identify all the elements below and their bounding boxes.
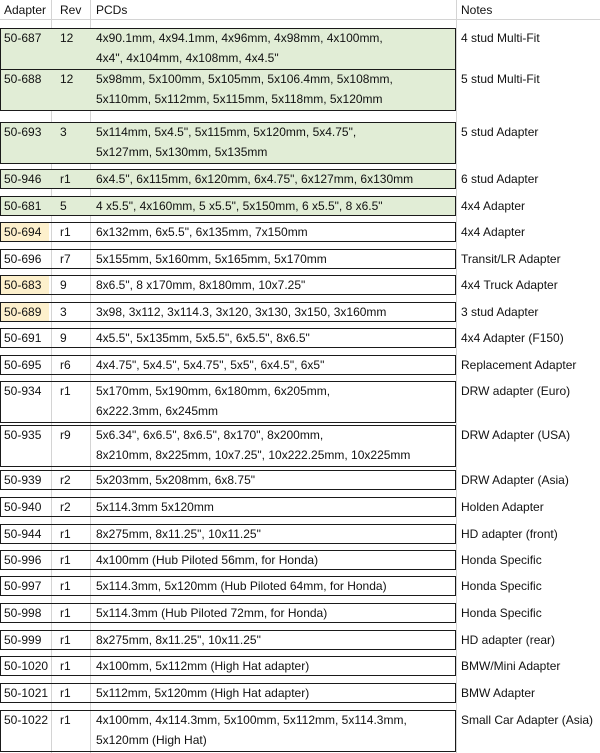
adapter-cell: 50-998 <box>4 606 42 620</box>
rev-cell: 12 <box>60 31 74 45</box>
table-row[interactable] <box>0 196 600 216</box>
rev-cell: r1 <box>60 384 71 398</box>
notes-cell: 6 stud Adapter <box>461 172 539 186</box>
rev-cell: r1 <box>60 633 71 647</box>
notes-cell: DRW adapter (Euro) <box>461 384 571 398</box>
rev-cell: r1 <box>60 713 71 727</box>
adapter-cell: 50-683 <box>4 278 42 292</box>
rev-cell: r1 <box>60 606 71 620</box>
pcd-cell-line1: 3x98, 3x112, 3x114.3, 3x120, 3x130, 3x150, 3x160mm <box>96 305 387 319</box>
pcd-cell-line1: 5x114.3mm (Hub Piloted 72mm, for Honda) <box>96 606 328 620</box>
rev-cell: r1 <box>60 527 71 541</box>
pcd-cell-line1: 5x155mm, 5x160mm, 5x165mm, 5x170mm <box>96 252 327 266</box>
adapter-cell: 50-694 <box>4 225 42 239</box>
table-row[interactable] <box>0 69 600 111</box>
pcd-cell-line1: 5x6.34", 6x6.5", 8x6.5", 8x170", 8x200mm, <box>96 428 324 442</box>
pcd-cell-line1: 4x5.5", 5x135mm, 5x5.5", 6x5.5", 8x6.5" <box>96 331 310 345</box>
rev-cell: r7 <box>60 252 71 266</box>
table-row[interactable] <box>0 470 600 490</box>
rev-cell: 12 <box>60 72 74 86</box>
rev-cell: 5 <box>60 199 67 213</box>
rev-cell: 3 <box>60 125 67 139</box>
rev-cell: r1 <box>60 659 71 673</box>
pcd-cell-line1: 4x100mm (Hub Piloted 56mm, for Honda) <box>96 553 319 567</box>
notes-cell: Honda Specific <box>461 579 542 593</box>
table-row[interactable] <box>0 381 600 423</box>
pcd-cell-line1: 5x98mm, 5x100mm, 5x105mm, 5x106.4mm, 5x108mm, <box>96 72 393 86</box>
pcd-cell-line2: 6x222.3mm, 6x245mm <box>96 404 219 418</box>
table-row[interactable] <box>0 425 600 467</box>
notes-cell: Honda Specific <box>461 553 542 567</box>
notes-cell: HD adapter (rear) <box>461 633 556 647</box>
adapter-cell: 50-693 <box>4 125 42 139</box>
table-row[interactable] <box>0 683 600 703</box>
adapter-cell: 50-689 <box>4 305 42 319</box>
adapter-cell: 50-935 <box>4 428 42 442</box>
table-row[interactable] <box>0 710 600 752</box>
notes-cell: BMW Adapter <box>461 686 536 700</box>
adapter-cell: 50-944 <box>4 527 42 541</box>
pcd-cell-line1: 5x203mm, 5x208mm, 6x8.75" <box>96 473 255 487</box>
rev-cell: r9 <box>60 428 71 442</box>
rev-cell: 3 <box>60 305 67 319</box>
adapter-cell: 50-999 <box>4 633 42 647</box>
rev-cell: 9 <box>60 278 67 292</box>
table-row[interactable] <box>0 222 600 242</box>
table-row[interactable] <box>0 630 600 650</box>
table-row[interactable] <box>0 550 600 570</box>
pcd-cell-line2: 5x127mm, 5x130mm, 5x135mm <box>96 145 268 159</box>
rev-cell: r1 <box>60 686 71 700</box>
header-adapter: Adapter <box>4 3 47 17</box>
pcd-cell-line2: 5x120mm (High Hat) <box>96 733 207 747</box>
table-row[interactable] <box>0 656 600 676</box>
adapter-cell: 50-695 <box>4 358 42 372</box>
pcd-cell-line2: 8x210mm, 8x225mm, 10x7.25", 10x222.25mm, 10x225mm <box>96 448 411 462</box>
notes-cell: 4x4 Adapter <box>461 199 526 213</box>
table-row[interactable] <box>0 302 600 322</box>
notes-cell: BMW/Mini Adapter <box>461 659 561 673</box>
header-pcds: PCDs <box>96 3 128 17</box>
rev-cell: 9 <box>60 331 67 345</box>
pcd-cell-line1: 8x6.5", 8 x170mm, 8x180mm, 10x7.25" <box>96 278 306 292</box>
notes-cell: Replacement Adapter <box>461 358 577 372</box>
table-row[interactable] <box>0 169 600 189</box>
adapter-cell: 50-940 <box>4 500 42 514</box>
pcd-cell-line1: 6x4.5", 6x115mm, 6x120mm, 6x4.75", 6x127mm, 6x130mm <box>96 172 414 186</box>
adapter-cell: 50-687 <box>4 31 42 45</box>
pcd-cell-line1: 5x114mm, 5x4.5", 5x115mm, 5x120mm, 5x4.75", <box>96 125 357 139</box>
adapter-cell: 50-691 <box>4 331 42 345</box>
notes-cell: 4x4 Truck Adapter <box>461 278 558 292</box>
rev-cell: r2 <box>60 473 71 487</box>
adapter-cell: 50-681 <box>4 199 42 213</box>
pcd-cell-line1: 8x275mm, 8x11.25", 10x11.25" <box>96 527 261 541</box>
adapter-cell: 50-996 <box>4 553 42 567</box>
table-row[interactable] <box>0 355 600 375</box>
table-row[interactable] <box>0 28 600 70</box>
header-rev: Rev <box>60 3 82 17</box>
rev-cell: r1 <box>60 553 71 567</box>
table-row[interactable] <box>0 249 600 269</box>
table-row[interactable] <box>0 603 600 623</box>
pcd-cell-line1: 8x275mm, 8x11.25", 10x11.25" <box>96 633 261 647</box>
pcd-cell-line1: 5x112mm, 5x120mm (High Hat adapter) <box>96 686 310 700</box>
pcd-cell-line1: 4 x5.5", 4x160mm, 5 x5.5", 5x150mm, 6 x5.5", 8 x6.5" <box>96 199 383 213</box>
table-row[interactable] <box>0 328 600 348</box>
adapter-cell: 50-946 <box>4 172 42 186</box>
notes-cell: 5 stud Adapter <box>461 125 539 139</box>
pcd-cell-line1: 5x170mm, 5x190mm, 6x180mm, 6x205mm, <box>96 384 331 398</box>
pcd-cell-line2: 5x110mm, 5x112mm, 5x115mm, 5x118mm, 5x120mm <box>96 92 383 106</box>
pcd-cell-line1: 4x100mm, 4x114.3mm, 5x100mm, 5x112mm, 5x114.3mm, <box>96 713 407 727</box>
adapter-cell: 50-997 <box>4 579 42 593</box>
rev-cell: r1 <box>60 579 71 593</box>
table-row[interactable] <box>0 524 600 544</box>
rev-cell: r1 <box>60 172 71 186</box>
rev-cell: r2 <box>60 500 71 514</box>
table-row[interactable] <box>0 275 600 295</box>
pcd-cell-line1: 4x90.1mm, 4x94.1mm, 4x96mm, 4x98mm, 4x100mm, <box>96 31 383 45</box>
notes-cell: Transit/LR Adapter <box>461 252 561 266</box>
pcd-cell-line1: 6x132mm, 6x5.5", 6x135mm, 7x150mm <box>96 225 308 239</box>
adapter-cell: 50-688 <box>4 72 42 86</box>
adapter-cell: 50-1022 <box>4 713 49 727</box>
notes-cell: 5 stud Multi-Fit <box>461 72 540 86</box>
adapter-cell: 50-696 <box>4 252 42 266</box>
pcd-cell-line1: 5x114.3mm 5x120mm <box>96 500 214 514</box>
rev-cell: r1 <box>60 225 71 239</box>
adapter-cell: 50-934 <box>4 384 42 398</box>
notes-cell: Honda Specific <box>461 606 542 620</box>
adapter-cell: 50-1021 <box>4 686 49 700</box>
notes-cell: 3 stud Adapter <box>461 305 539 319</box>
header-notes: Notes <box>461 3 493 17</box>
notes-cell: Small Car Adapter (Asia) <box>461 713 594 727</box>
adapter-cell: 50-939 <box>4 473 42 487</box>
pcd-cell-line1: 5x114.3mm, 5x120mm (Hub Piloted 64mm, for Honda) <box>96 579 387 593</box>
rev-cell: r6 <box>60 358 71 372</box>
notes-cell: HD adapter (front) <box>461 527 558 541</box>
notes-cell: 4 stud Multi-Fit <box>461 31 540 45</box>
table-row[interactable] <box>0 576 600 596</box>
pcd-cell-line1: 4x4.75", 5x4.5", 5x4.75", 5x5", 6x4.5", 6x5" <box>96 358 325 372</box>
pcd-cell-line2: 4x4", 4x104mm, 4x108mm, 4x4.5" <box>96 51 279 65</box>
notes-cell: DRW Adapter (USA) <box>461 428 571 442</box>
notes-cell: DRW Adapter (Asia) <box>461 473 569 487</box>
notes-cell: 4x4 Adapter (F150) <box>461 331 564 345</box>
notes-cell: Holden Adapter <box>461 500 544 514</box>
pcd-cell-line1: 4x100mm, 5x112mm (High Hat adapter) <box>96 659 310 673</box>
header-row <box>0 0 600 20</box>
notes-cell: 4x4 Adapter <box>461 225 526 239</box>
adapter-cell: 50-1020 <box>4 659 49 673</box>
table-row[interactable] <box>0 497 600 517</box>
table-row[interactable] <box>0 122 600 164</box>
